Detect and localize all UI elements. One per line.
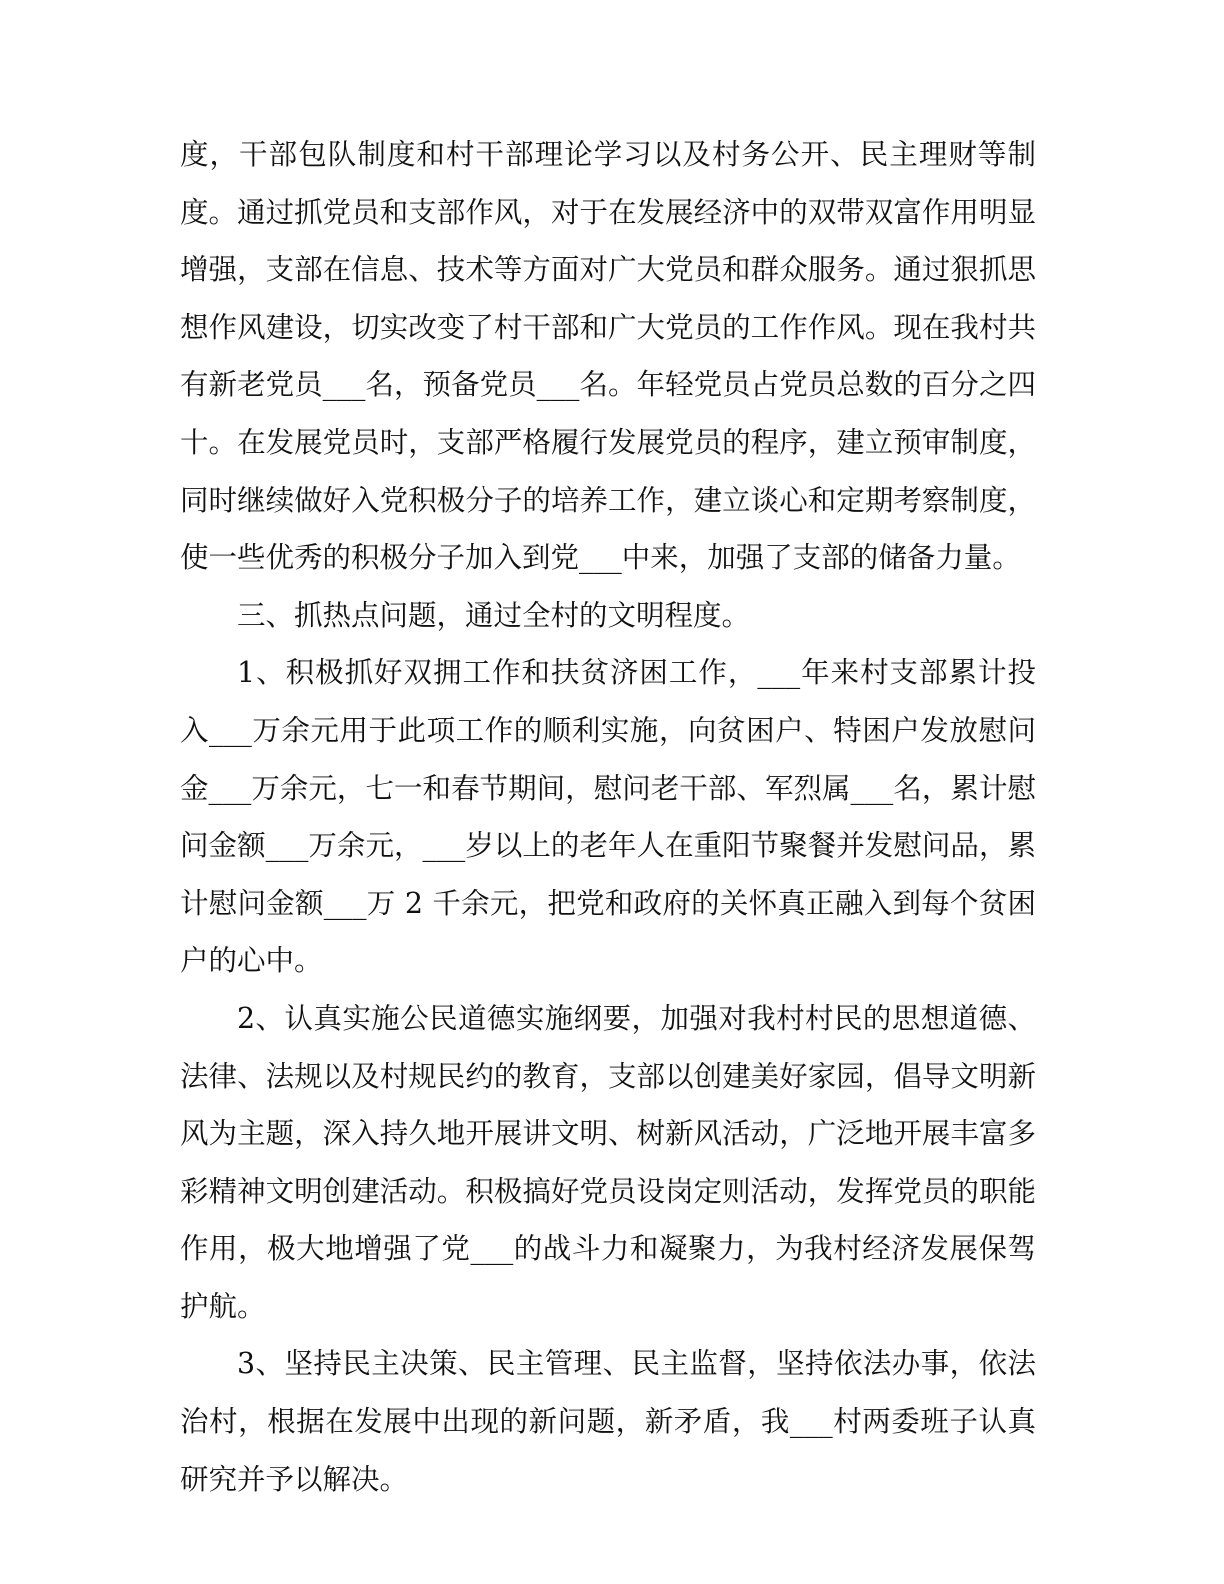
section-heading-three: 三、抓热点问题，通过全村的文明程度。 xyxy=(237,598,751,632)
paragraph-item-3: 3、坚持民主决策、民主管理、民主监督，坚持依法办事，依法治村，根据在发展中出现的新问题，新矛盾，我___村两委班子认真研究并予以解决。 xyxy=(180,1347,1036,1496)
paragraph-item-2: 2、认真实施公民道德实施纲要，加强对我村村民的思想道德、法律、法规以及村规民约的教育，支部以创建美好家园，倡导文明新风为主题，深入持久地开展讲文明、树新风活动，广泛地开展丰富多彩精神文明创建活动。积极搞好党员设岗定则活动，发挥党员的职能作用，极大地增强了党___的战斗力和凝聚力，为我村经济发展保驾护航。 xyxy=(180,1001,1036,1323)
document-page xyxy=(180,126,1036,1508)
paragraph-item-1: 1、积极抓好双拥工作和扶贫济困工作，___年来村支部累计投入___万余元用于此项工作的顺利实施，向贫困户、特困户发放慰问金___万余元，七一和春节期间，慰问老干部、军烈属___名，累计慰问金额___万余元，___岁以上的老年人在重阳节聚餐并发慰问品，累计慰问金额___万 2 千余元，把党和政府的关怀真正融入到每个贫困户的心中。 xyxy=(180,656,1036,978)
paragraph-party-building: 度，干部包队制度和村干部理论学习以及村务公开、民主理财等制度。通过抓党员和支部作风，对于在发展经济中的双带双富作用明显增强，支部在信息、技术等方面对广大党员和群众服务。通过狠抓思想作风建设，切实改变了村干部和广大党员的工作作风。现在我村共有新老党员___名，预备党员___名。年轻党员占党员总数的百分之四十。在发展党员时，支部严格履行发展党员的程序，建立预审制度，同时继续做好入党积极分子的培养工作，建立谈心和定期考察制度，使一些优秀的积极分子加入到党___中来，加强了支部的储备力量。 xyxy=(180,138,1036,575)
